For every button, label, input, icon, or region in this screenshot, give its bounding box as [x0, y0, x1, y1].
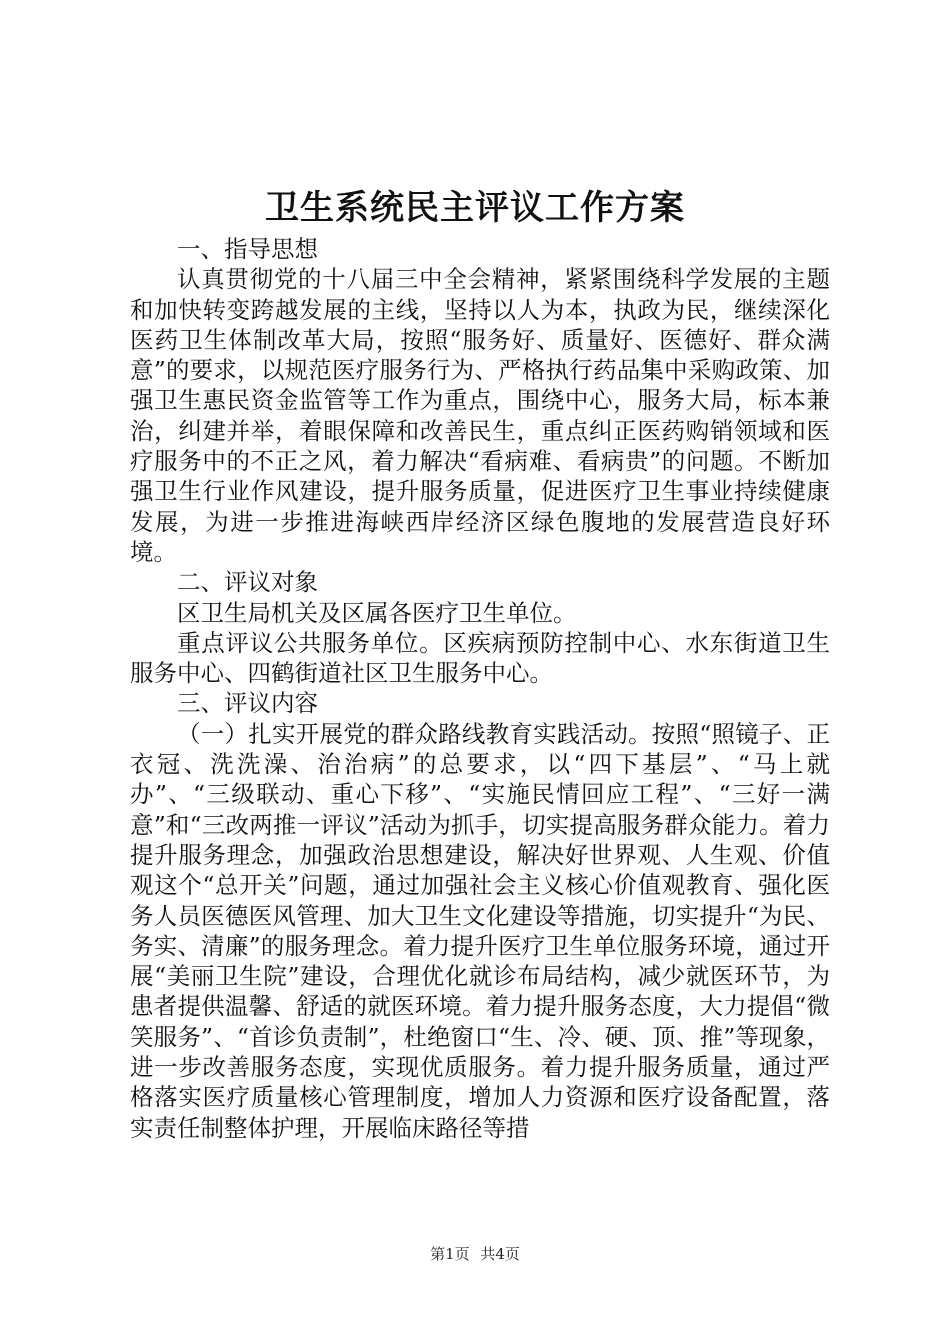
page-footer [0, 1244, 950, 1264]
page-number: 第1页 [430, 1245, 470, 1263]
page-total: 共4页 [480, 1245, 520, 1263]
paragraph-review-targets: 区卫生局机关及区属各医疗卫生单位。 [177, 598, 577, 627]
paragraph-guiding-thought: 认真贯彻党的十八届三中全会精神，紧紧围绕科学发展的主题和加快转变跨越发展的主线，坚持以人为本，执政为民，继续深化医药卫生体制改革大局，按照“服务好、质量好、医德好、群众满意”的要求，以规范医疗服务行为、严格执行药品集中采购政策、加强卫生惠民资金监管等工作为重点，围绕中心，服务大局，标本兼治，纠建并举，着眼保障和改善民生，重点纠正医药购销领域和医疗服务中的不正之风，着力解决“看病难、看病贵”的问题。不断加强卫生行业作风建设，提升服务质量，促进医疗卫生事业持续健康发展，为进一步推进海峡西岸经济区绿色腹地的发展营造良好环境。 [130, 265, 830, 566]
document-title: 卫生系统民主评议工作方案 [265, 188, 685, 228]
paragraph-review-content-1: （一）扎实开展党的群众路线教育实践活动。按照“照镜子、正衣冠、洗洗澡、治治病”的总要求，以“四下基层”、“马上就办”、“三级联动、重心下移”、“实施民情回应工程”、“三好一满意”和“三改两推一评议”活动为抓手，切实提高服务群众能力。着力提升服务理念，加强政治思想建设，解决好世界观、人生观、价值观这个“总开关”问题，通过加强社会主义核心价值观教育、强化医务人员医德医风管理、加大卫生文化建设等措施，切实提升“为民、务实、清廉”的服务理念。着力提升医疗卫生单位服务环境，通过开展“美丽卫生院”建设，合理优化就诊布局结构，减少就医环节，为患者提供温馨、舒适的就医环境。着力提升服务态度，大力提倡“微笑服务”、“首诊负责制”，杜绝窗口“生、冷、硬、顶、推”等现象，进一步改善服务态度，实现优质服务。着力提升服务质量，通过严格落实医疗质量核心管理制度，增加人力资源和医疗设备配置，落实责任制整体护理，开展临床路径等措 [130, 719, 830, 1142]
section-heading-review-content: 三、评议内容 [177, 689, 318, 718]
section-heading-review-targets: 二、评议对象 [177, 568, 318, 597]
paragraph-key-review-units: 重点评议公共服务单位。区疾病预防控制中心、水东街道卫生服务中心、四鹤街道社区卫生服务中心。 [130, 628, 830, 688]
section-heading-guiding-thought: 一、指导思想 [177, 235, 318, 263]
document-body [130, 234, 830, 1143]
